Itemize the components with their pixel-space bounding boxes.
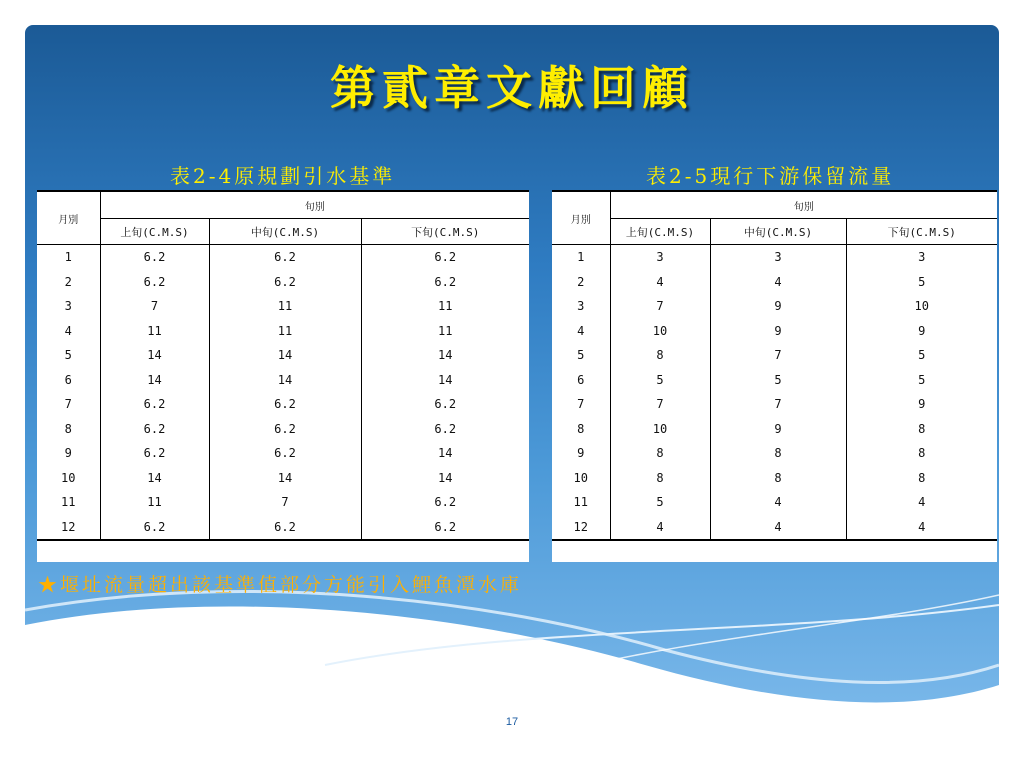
table-row: [37, 441, 529, 466]
table-row: [37, 490, 529, 515]
month-header: 月別: [37, 191, 100, 245]
month-cell: 9: [37, 441, 100, 466]
table-row: [552, 294, 997, 319]
value-cell: 6.2: [143, 274, 166, 289]
month-cell: 12: [552, 515, 610, 541]
value-cell: 14: [209, 466, 361, 491]
left-table-container: [37, 190, 529, 562]
value-cell: 3: [656, 250, 664, 265]
value-cell: 9: [710, 417, 846, 442]
month-cell: 2: [37, 270, 100, 295]
column-header: 中旬(C.M.S): [710, 219, 846, 245]
left-flow-table: [37, 190, 529, 541]
value-cell: 4: [710, 270, 846, 295]
value-cell: 7: [209, 490, 361, 515]
value-cell: 14: [361, 466, 529, 491]
value-cell: 10: [652, 421, 668, 436]
value-cell: 6.2: [361, 417, 529, 442]
month-cell: 11: [552, 490, 610, 515]
month-cell: 8: [552, 417, 610, 442]
table-row: [37, 270, 529, 295]
value-cell: 6.2: [361, 270, 529, 295]
value-cell: 11: [147, 323, 162, 338]
table-row: [552, 392, 997, 417]
value-cell: 5: [846, 270, 997, 295]
value-cell: 8: [710, 441, 846, 466]
value-cell: 6.2: [143, 421, 166, 436]
column-header: 中旬(C.M.S): [209, 219, 361, 245]
value-cell: 14: [209, 368, 361, 393]
value-cell: 6.2: [143, 250, 166, 265]
value-cell: 3: [846, 245, 997, 270]
table-row: [552, 441, 997, 466]
value-cell: 10: [652, 323, 668, 338]
month-cell: 2: [552, 270, 610, 295]
table-row: [37, 466, 529, 491]
month-cell: 6: [37, 368, 100, 393]
value-cell: 6.2: [361, 392, 529, 417]
value-cell: 8: [656, 446, 664, 461]
month-cell: 5: [37, 343, 100, 368]
month-cell: 3: [37, 294, 100, 319]
value-cell: 6.2: [209, 245, 361, 270]
table-row: [552, 270, 997, 295]
value-cell: 4: [710, 490, 846, 515]
value-cell: 14: [147, 372, 162, 387]
value-cell: 6.2: [361, 245, 529, 270]
table-row: [552, 515, 997, 541]
table-row: [552, 343, 997, 368]
value-cell: 11: [361, 319, 529, 344]
value-cell: 6.2: [209, 515, 361, 541]
table-row: [37, 392, 529, 417]
value-cell: 4: [610, 515, 710, 541]
value-cell: 6.2: [143, 446, 166, 461]
table-row: [37, 319, 529, 344]
value-cell: 14: [361, 343, 529, 368]
value-cell: 8: [846, 441, 997, 466]
value-cell: 9: [710, 294, 846, 319]
table-row: [37, 368, 529, 393]
value-cell: 14: [147, 470, 162, 485]
page-number: 17: [505, 716, 519, 728]
table-row: [37, 417, 529, 442]
month-cell: 4: [552, 319, 610, 344]
month-cell: 5: [552, 343, 610, 368]
value-cell: 5: [846, 343, 997, 368]
value-cell: 8: [846, 466, 997, 491]
value-cell: 7: [150, 299, 159, 314]
value-cell: 4: [656, 274, 664, 289]
value-cell: 8: [656, 470, 664, 485]
period-header: 旬別: [100, 191, 529, 219]
month-cell: 8: [37, 417, 100, 442]
value-cell: 11: [209, 294, 361, 319]
table-row: [552, 417, 997, 442]
value-cell: 6.2: [209, 270, 361, 295]
value-cell: 11: [147, 495, 162, 510]
value-cell: 9: [846, 319, 997, 344]
value-cell: 8: [656, 348, 664, 363]
month-cell: 6: [552, 368, 610, 393]
value-cell: 7: [710, 392, 846, 417]
month-cell: 3: [552, 294, 610, 319]
table-row: [552, 490, 997, 515]
table-row: [37, 515, 529, 541]
table-row: [37, 294, 529, 319]
value-cell: 9: [710, 319, 846, 344]
right-flow-table: [552, 190, 997, 541]
value-cell: 5: [846, 368, 997, 393]
month-cell: 12: [37, 515, 100, 541]
month-header: 月別: [552, 191, 610, 245]
month-cell: 7: [552, 392, 610, 417]
right-table-container: [552, 190, 997, 562]
value-cell: 6.2: [209, 441, 361, 466]
value-cell: 5: [656, 372, 664, 387]
value-cell: 14: [209, 343, 361, 368]
value-cell: 11: [361, 294, 529, 319]
value-cell: 4: [846, 515, 997, 541]
value-cell: 4: [846, 490, 997, 515]
value-cell: 8: [846, 417, 997, 442]
table-row: [552, 319, 997, 344]
month-cell: 1: [37, 245, 100, 270]
value-cell: 6.2: [143, 397, 166, 412]
month-cell: 10: [37, 466, 100, 491]
value-cell: 14: [147, 348, 162, 363]
value-cell: 7: [710, 343, 846, 368]
table-row: [37, 245, 529, 270]
right-table-caption: 表2-5現行下游保留流量: [646, 164, 895, 188]
slide-title: 第貳章文獻回顧: [330, 61, 694, 115]
value-cell: 11: [209, 319, 361, 344]
value-cell: 6.2: [100, 515, 209, 541]
month-cell: 10: [552, 466, 610, 491]
table-row: [552, 245, 997, 270]
value-cell: 14: [361, 441, 529, 466]
table-row: [37, 343, 529, 368]
month-cell: 1: [552, 245, 610, 270]
value-cell: 6.2: [209, 417, 361, 442]
value-cell: 10: [846, 294, 997, 319]
value-cell: 5: [710, 368, 846, 393]
value-cell: 7: [656, 397, 664, 412]
month-cell: 9: [552, 441, 610, 466]
value-cell: 9: [846, 392, 997, 417]
value-cell: 6.2: [209, 392, 361, 417]
left-table-caption: 表2-4原規劃引水基準: [170, 164, 396, 188]
value-cell: 6.2: [361, 490, 529, 515]
column-header: 下旬(C.M.S): [361, 219, 529, 245]
value-cell: 14: [361, 368, 529, 393]
value-cell: 7: [656, 299, 664, 314]
month-cell: 7: [37, 392, 100, 417]
month-cell: 11: [37, 490, 100, 515]
value-cell: 4: [710, 515, 846, 541]
value-cell: 6.2: [361, 515, 529, 541]
table-row: [552, 368, 997, 393]
column-header: 上旬(C.M.S): [100, 219, 209, 245]
footnote-note: ★堰址流量超出該基準值部分方能引入鯉魚潭水庫: [38, 574, 523, 596]
month-cell: 4: [37, 319, 100, 344]
table-row: [552, 466, 997, 491]
value-cell: 3: [710, 245, 846, 270]
value-cell: 5: [656, 495, 664, 510]
period-header: 旬別: [610, 191, 997, 219]
column-header: 上旬(C.M.S): [610, 219, 710, 245]
value-cell: 8: [710, 466, 846, 491]
column-header: 下旬(C.M.S): [846, 219, 997, 245]
